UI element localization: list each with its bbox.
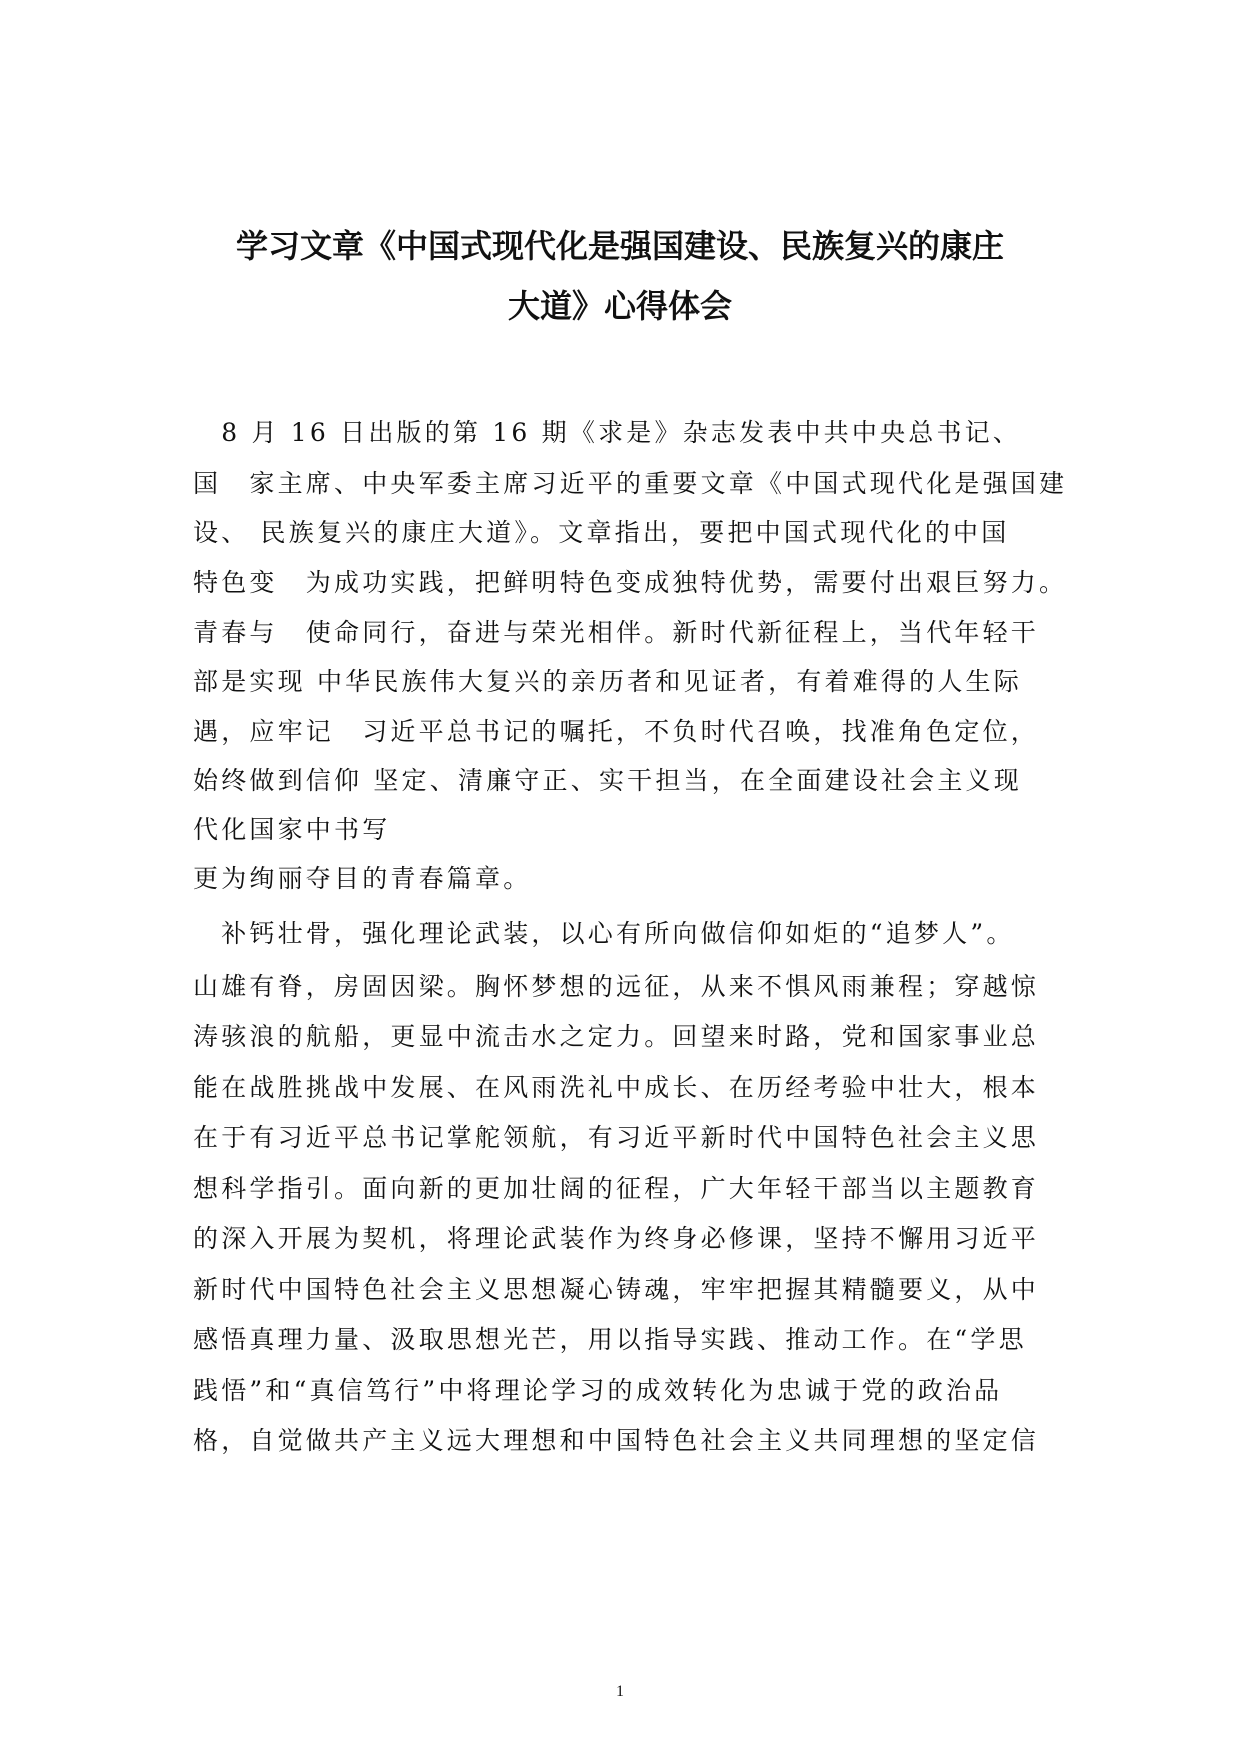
page-number: 1 bbox=[616, 1683, 624, 1700]
paragraph-2-line: 格，自觉做共产主义远大理想和中国特色社会主义共同理想的坚定信 bbox=[193, 1426, 1040, 1455]
paragraph-1-line: 代化国家中书写 bbox=[193, 815, 391, 844]
paragraph-2-line: 补钙壮骨，强化理论武装，以心有所向做信仰如炬的“追梦人”。 bbox=[193, 919, 1015, 948]
paragraph-1-line: 国 家主席、中央军委主席习近平的重要文章《中国式现代化是强国建 bbox=[193, 469, 1068, 498]
paragraph-1-line: 始终做到信仰 坚定、清廉守正、实干担当，在全面建设社会主义现 bbox=[193, 766, 1022, 795]
paragraph-1-line: 设、 民族复兴的康庄大道》。文章指出，要把中国式现代化的中国 bbox=[193, 518, 1010, 547]
paragraph-2-line: 践悟”和“真信笃行”中将理论学习的成效转化为忠诚于党的政治品 bbox=[193, 1376, 1003, 1405]
paragraph-2-line: 山雄有脊，房固因梁。胸怀梦想的远征，从来不惧风雨兼程；穿越惊 bbox=[193, 972, 1040, 1001]
paragraph-1-line: 遇，应牢记 习近平总书记的嘱托，不负时代召唤，找准角色定位， bbox=[193, 717, 1040, 746]
paragraph-2-line: 的深入开展为契机，将理论武装作为终身必修课，坚持不懈用习近平 bbox=[193, 1224, 1040, 1253]
paragraph-1-line: 部是实现 中华民族伟大复兴的亲历者和见证者，有着难得的人生际 bbox=[193, 667, 1022, 696]
paragraph-2-line: 感悟真理力量、汲取思想光芒，用以指导实践、推动工作。在“学思 bbox=[193, 1325, 1027, 1354]
document-title-line-2: 大道》心得体会 bbox=[507, 287, 732, 325]
paragraph-1-line: 更为绚丽夺目的青春篇章。 bbox=[193, 864, 532, 893]
document-title-line-1: 学习文章《中国式现代化是强国建设、民族复兴的康庄 bbox=[235, 227, 1004, 265]
paragraph-1-line: 8 月 16 日出版的第 16 期《求是》杂志发表中共中央总书记、 bbox=[193, 418, 1022, 447]
paragraph-1-line: 特色变 为成功实践，把鲜明特色变成独特优势，需要付出艰巨努力。 bbox=[193, 568, 1068, 597]
paragraph-2-line: 新时代中国特色社会主义思想凝心铸魂，牢牢把握其精髓要义，从中 bbox=[193, 1275, 1040, 1304]
paragraph-2-line: 在于有习近平总书记掌舵领航，有习近平新时代中国特色社会主义思 bbox=[193, 1123, 1040, 1152]
paragraph-1-line: 青春与 使命同行，奋进与荣光相伴。新时代新征程上，当代年轻干 bbox=[193, 618, 1040, 647]
paragraph-2-line: 能在战胜挑战中发展、在风雨洗礼中成长、在历经考验中壮大，根本 bbox=[193, 1073, 1040, 1102]
paragraph-2-line: 涛骇浪的航船，更显中流击水之定力。回望来时路，党和国家事业总 bbox=[193, 1022, 1040, 1051]
paragraph-2-line: 想科学指引。面向新的更加壮阔的征程，广大年轻干部当以主题教育 bbox=[193, 1174, 1040, 1203]
